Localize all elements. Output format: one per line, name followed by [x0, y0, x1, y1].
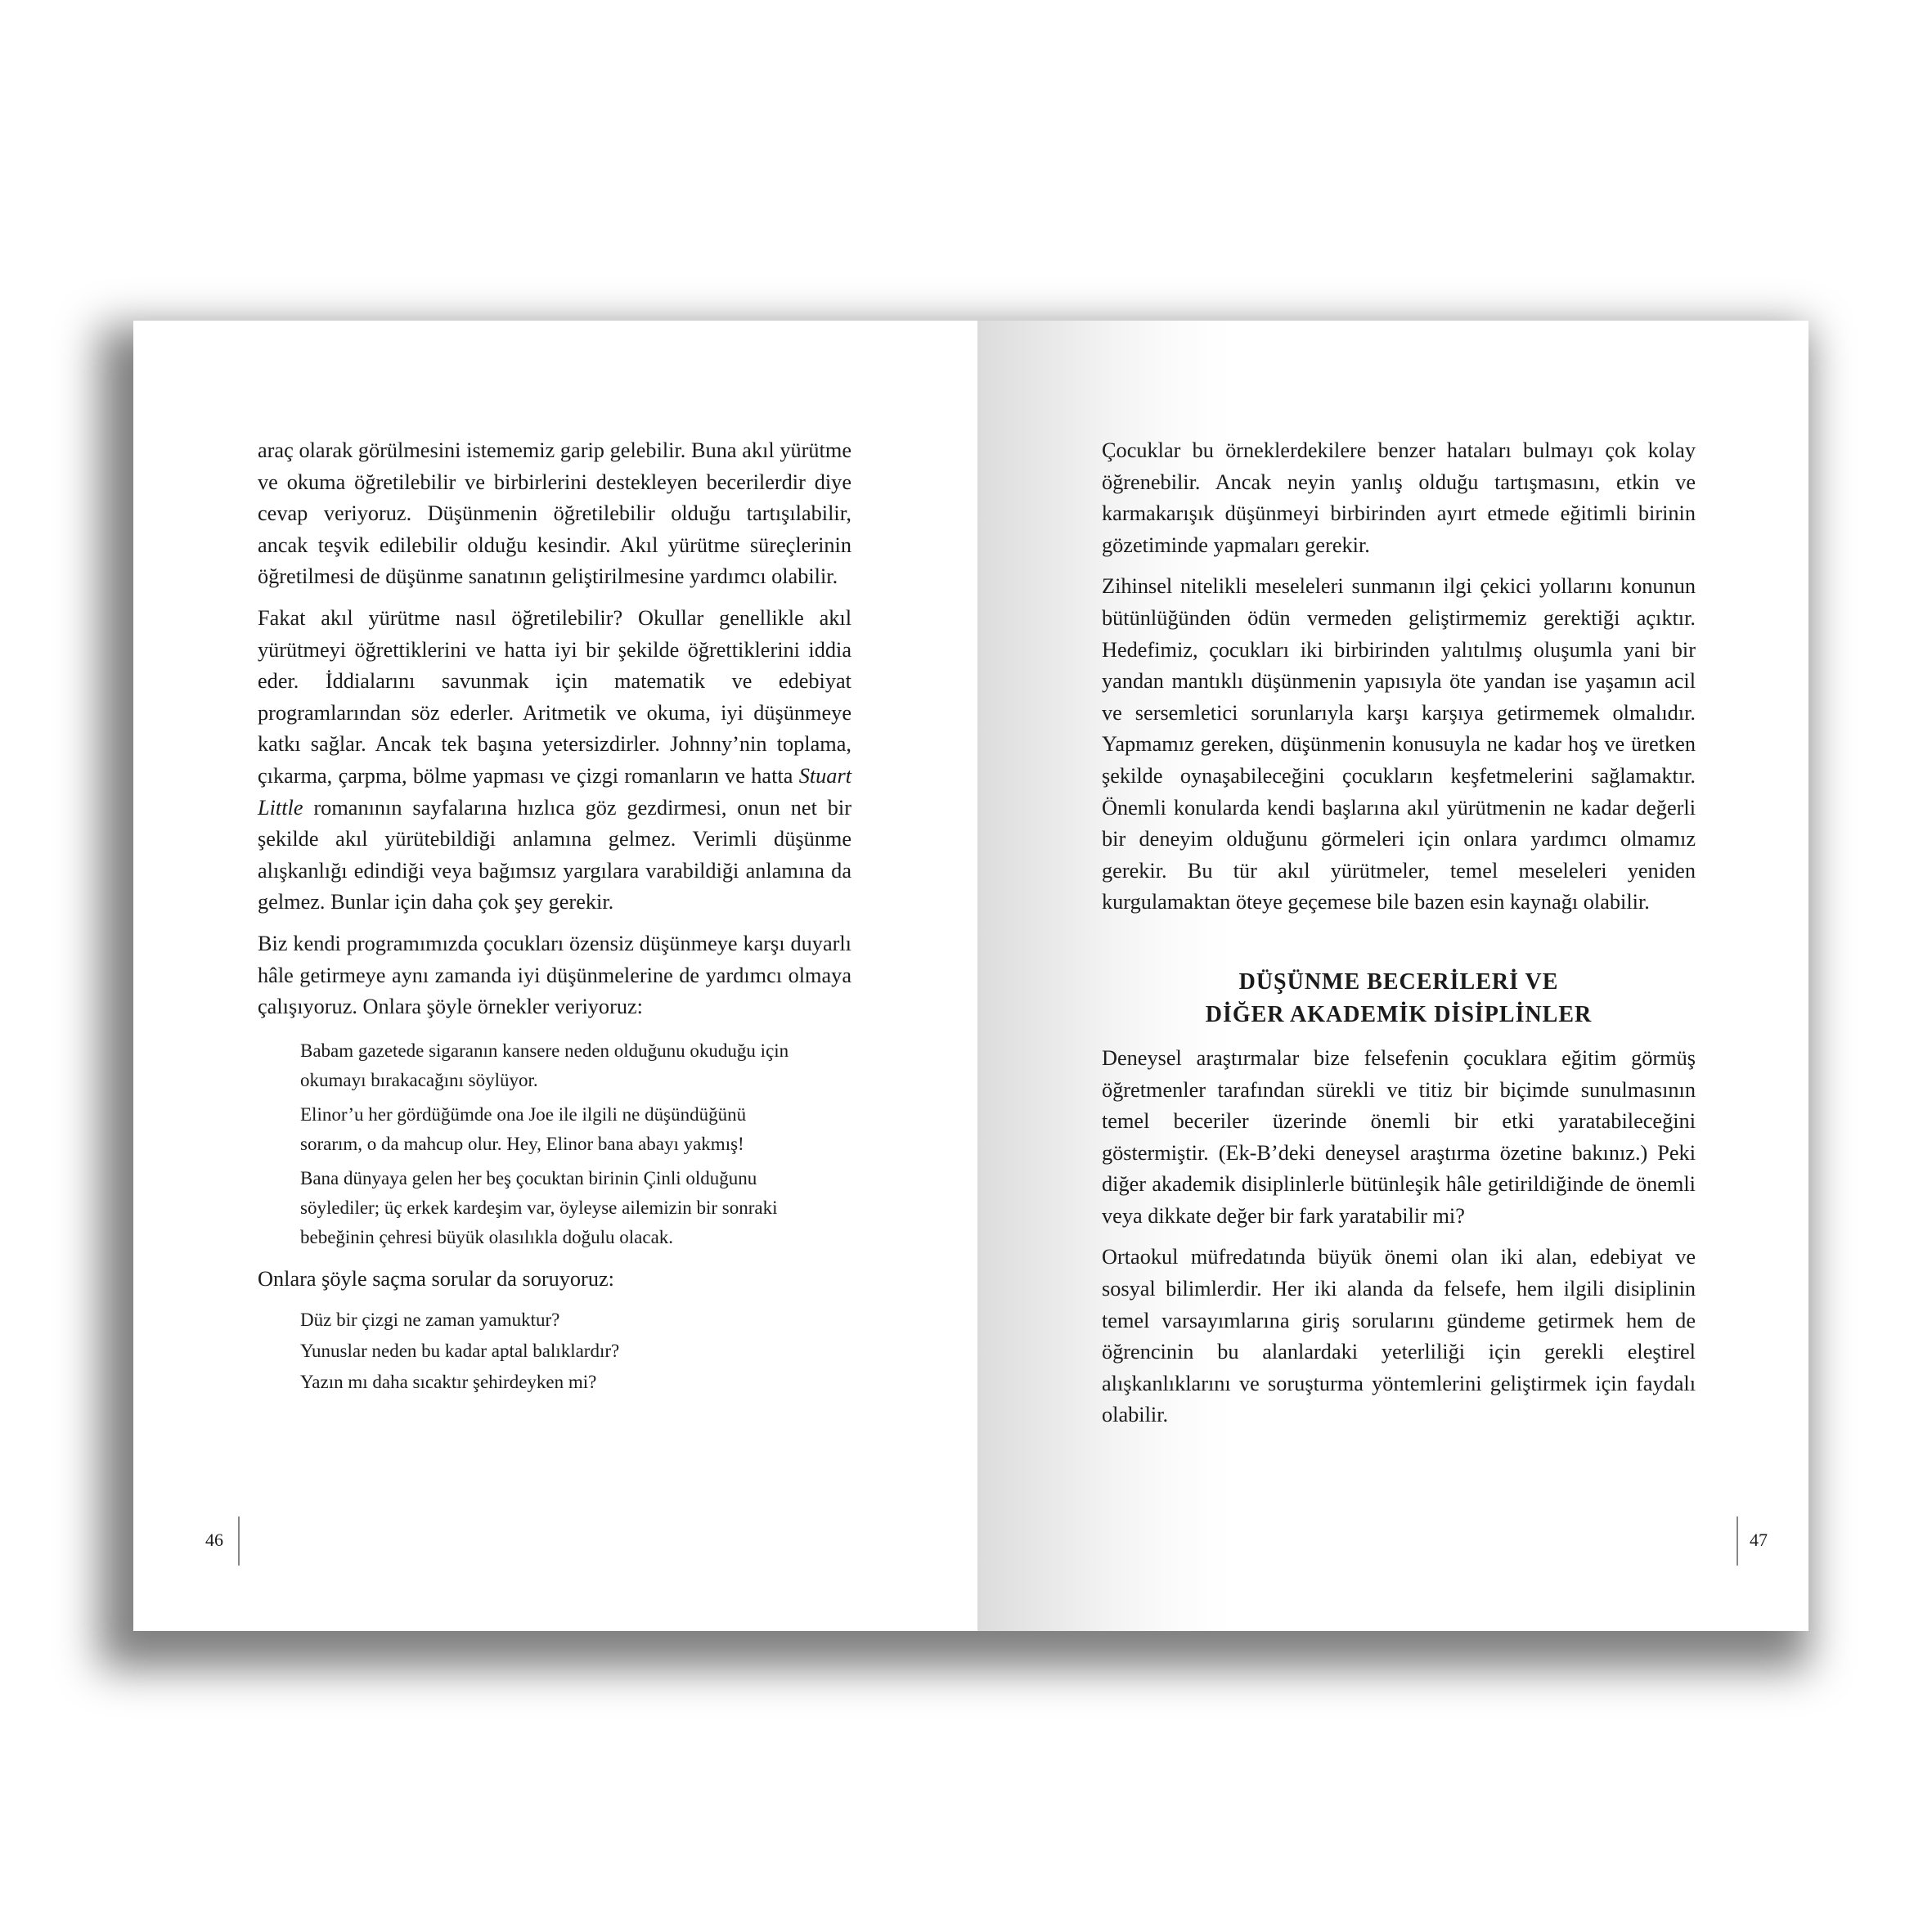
- right-paragraph-4: Ortaokul müfredatında büyük önemi olan iki alan, edebiyat ve sosyal bilimlerdir. Her iki alanda da felsefe, hem ilgili disiplinin temel varsayımlarına giriş sorularını gündeme getirmek hem de öğrencinin bu alanlardaki yeterliliği için gerekli eleştirel alışkanlıklarını ve soruşturma yöntemlerini geliştirmek için faydalı olabilir.: [1102, 1245, 1696, 1427]
- left-paragraph-3: Biz kendi programımızda çocukları özensiz düşünmeye karşı duyarlı hâle getirmeye aynı zamanda iyi düşünmelerine de yardımcı olmaya çalışıyoruz. Onlara şöyle örnekler veriyoruz:: [258, 931, 851, 1019]
- question-list: [300, 1305, 851, 1398]
- book-title-italic: Stuart Little: [258, 763, 851, 820]
- book-spread: [133, 321, 1808, 1631]
- right-paragraph-1: Çocuklar bu örneklerdekilere benzer hataları bulmayı çok kolay öğrenebilir. Ancak neyin yanlış olduğu tartışmasını, etkin ve karmakarışık düşünmeyi birbirinden ayırt etmede eğitimli birinin gözetiminde yapmaları gerekir.: [1102, 438, 1696, 557]
- page-number-divider-left: [238, 1516, 240, 1566]
- left-paragraph-2-part-a: Fakat akıl yürütme nasıl öğretilebilir? Okullar genellikle akıl yürütmeyi öğrettiklerini ve hatta iyi bir şekilde öğrettiklerini iddia eder. İddialarını savunmak için matematik ve edebiyat programlarından söz ederler. Aritmetik ve okuma, iyi düşünmeye katkı sağlar. Ancak tek başına yetersizdirler. Johnny’nin toplama, çıkarma, çarpma, bölme yapması ve çizgi romanların ve hatta: [258, 605, 851, 788]
- page-number-divider-right: [1737, 1516, 1738, 1566]
- right-page-text: [1102, 435, 1696, 1441]
- section-heading-line-1: DÜŞÜNME BECERİLERİ VE: [1238, 968, 1559, 995]
- right-page: [977, 321, 1808, 1631]
- page-number-left: 46: [205, 1530, 223, 1550]
- example-item: Babam gazetede sigaranın kansere neden olduğunu okuduğu için okumayı bırakacağını söylüyor.: [300, 1040, 789, 1090]
- left-page-text: [258, 435, 851, 1398]
- question-item: Düz bir çizgi ne zaman yamuktur?: [300, 1310, 560, 1331]
- question-item: Yunuslar neden bu kadar aptal balıklardır?: [300, 1341, 620, 1362]
- section-heading: [1102, 966, 1696, 1031]
- left-paragraph-2: [258, 603, 851, 919]
- example-item: Bana dünyaya gelen her beş çocuktan birinin Çinli olduğunu söylediler; üç erkek kardeşim var, öyleyse ailemizin bir sonraki bebeğinin çehresi büyük olasılıkla doğulu olacak.: [300, 1167, 778, 1247]
- left-paragraph-1: araç olarak görülmesini istememiz garip gelebilir. Buna akıl yürütme ve okuma öğretilebilir ve birbirlerini destekleyen becerilerdir diye cevap veriyoruz. Düşünmenin öğretilebilir olduğu tartışılabilir, ancak teşvik edilebilir olduğu kesindir. Akıl yürütme süreçlerinin öğretilmesi de düşünme sanatının geliştirilmesine yardımcı olabilir.: [258, 438, 851, 589]
- page-number-right: 47: [1750, 1530, 1768, 1550]
- right-paragraph-2: Zihinsel nitelikli meseleleri sunmanın ilgi çekici yollarını konunun bütünlüğünden ödün vermeden geliştirmemiz gerektiği açıktır. Hedefimiz, çocukları iki birbirinden yalıtılmış oluşumla yani bir yandan mantıklı düşünmenin yapısıyla öte yandan ise yaşamın acil ve sersemletici sorunlarıyla karşı karşıya getirmemek olmalıdır. Yapmamız gereken, düşünmenin konusuyla ne kadar hoş ve üretken şekilde oynaşabileceğini çocukların keşfetmelerini sağlamaktır. Önemli konularda kendi başlarına akıl yürütmenin ne kadar değerli bir deneyim olduğunu görmeleri için onlara yardımcı olmamız gerekir. Bu tür akıl yürütmeler, temel meseleleri yeniden kurgulamaktan öteye geçemese bile bazen esin kaynağı olabilir.: [1102, 574, 1696, 914]
- left-paragraph-2-part-b: romanının sayfalarına hızlıca göz gezdirmesi, onun net bir şekilde akıl yürütebildiği anlamına gelmez. Verimli düşünme alışkanlığı edindiği veya bağımsız yargılara varabildiği anlamına da gelmez. Bunlar için daha çok şey gerekir.: [258, 795, 851, 914]
- left-page: [133, 321, 977, 1631]
- questions-intro: Onlara şöyle saçma sorular da soruyoruz:: [258, 1266, 614, 1291]
- question-item: Yazın mı daha sıcaktır şehirdeyken mi?: [300, 1372, 597, 1393]
- example-item: Elinor’u her gördüğümde ona Joe ile ilgili ne düşündüğünü sorarım, o da mahcup olur. Hey, Elinor bana abayı yakmış!: [300, 1103, 747, 1154]
- section-heading-line-2: DİĞER AKADEMİK DİSİPLİNLER: [1205, 1001, 1593, 1027]
- example-list: [300, 1036, 807, 1252]
- right-paragraph-3: Deneysel araştırmalar bize felsefenin çocuklara eğitim görmüş öğretmenler tarafından sürekli ve titiz bir biçimde sunulmasının temel beceriler üzerinde önemli bir etki yaratabileceğini göstermiştir. (Ek-B’deki deneysel araştırma özetine bakınız.) Peki diğer akademik disiplinlerle bütünleşik hâle getirildiğinde de önemli veya dikkate değer bir fark yaratabilir mi?: [1102, 1045, 1696, 1228]
